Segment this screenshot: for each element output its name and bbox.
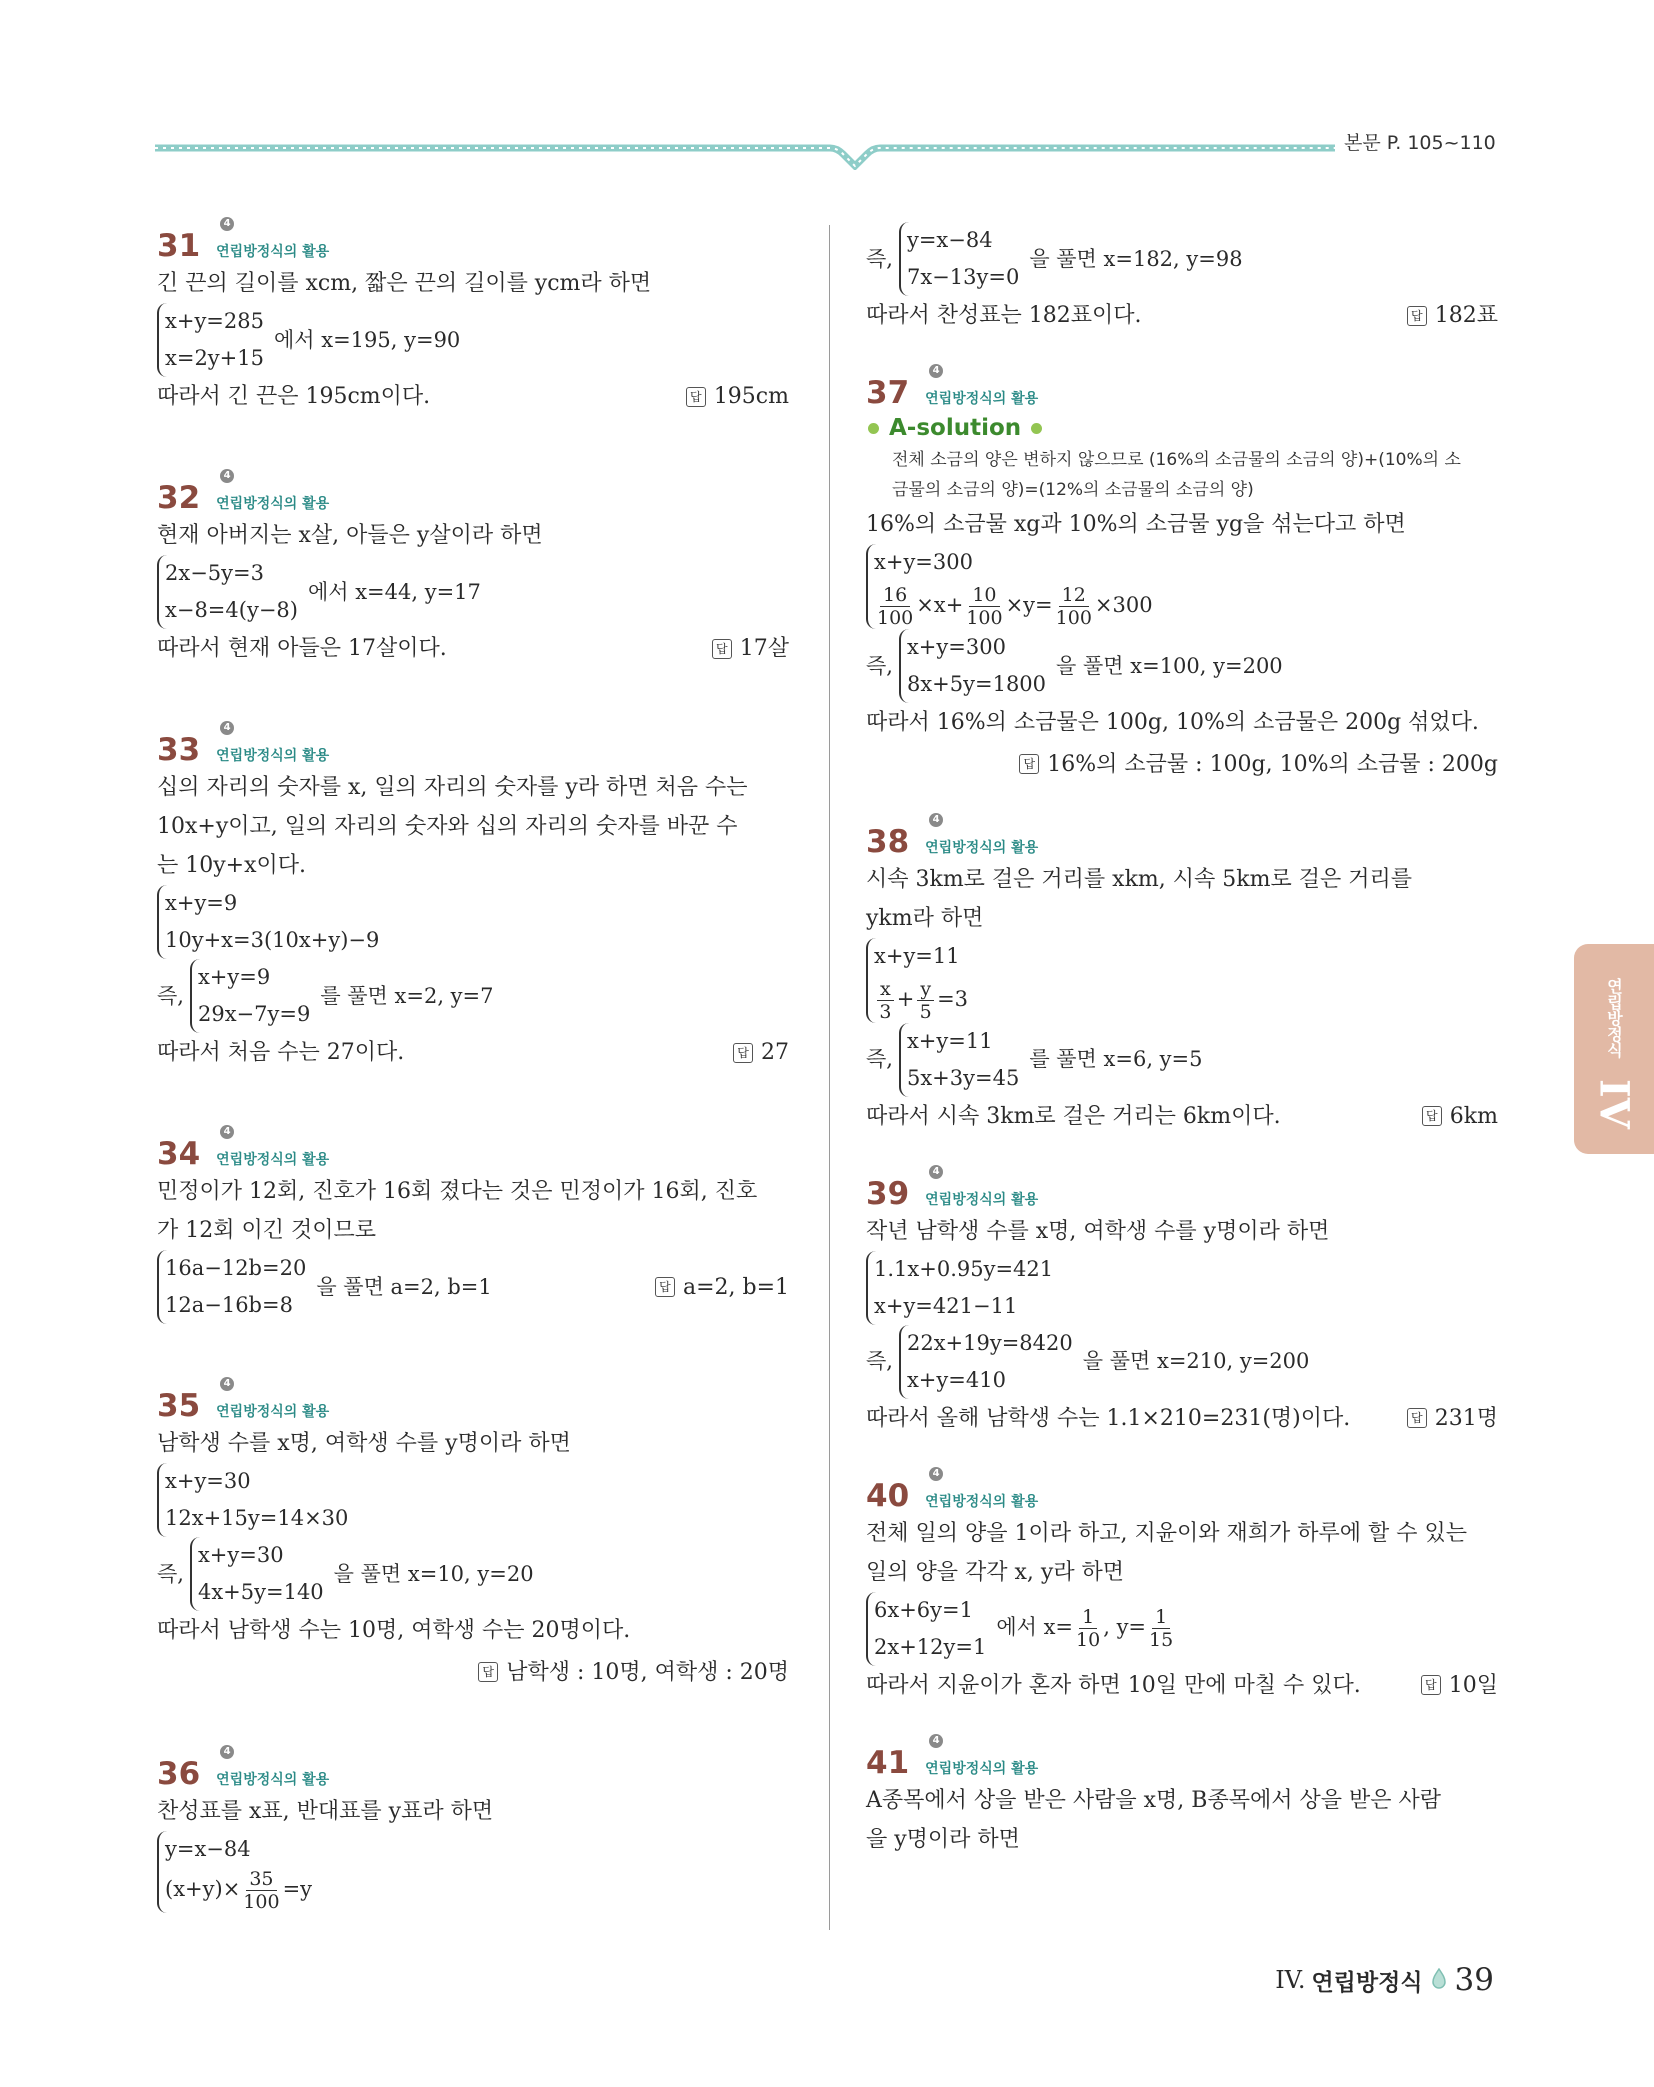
answer: 답 195cm (686, 377, 789, 416)
equation-system-simplified: 즉, x+y=9 29x−7y=9 를 풀면 x=2, y=7 (157, 959, 789, 1033)
answer: 답 6km (1422, 1097, 1498, 1136)
problem-text: 긴 끈의 길이를 xcm, 짧은 끈의 길이를 ycm라 하면 (157, 271, 652, 296)
problem-number: 37 (866, 375, 910, 411)
problem-text: 전체 일의 양을 1이라 하고, 지윤이와 재희가 하루에 할 수 있는 (866, 1520, 1467, 1546)
right-column (866, 222, 1498, 1859)
problem-number: 31 (157, 228, 201, 264)
problem-number: 38 (866, 823, 910, 860)
level-badge-icon: 4 (929, 1467, 943, 1481)
header-decorative-line (155, 140, 1335, 170)
problem-37 (866, 365, 1498, 784)
problem-38 (866, 813, 1498, 1136)
problem-tag: 4 연립방정식의 활용 (925, 1165, 1039, 1208)
problem-35 (157, 1378, 789, 1692)
page-number: 39 (1454, 1962, 1494, 1998)
problem-text: 찬성표를 x표, 반대표를 y표라 하면 (157, 1798, 494, 1824)
equation-system: x+y=11 $\frac{x}{3}$ + $\frac{y}{5}$ =3 (866, 938, 1498, 1023)
problem-tag: 4 연립방정식의 활용 (925, 813, 1039, 856)
left-column (157, 218, 789, 1913)
answer: 답 17살 (712, 629, 789, 668)
problem-text: 가 12회 이긴 것이므로 (157, 1218, 376, 1243)
problem-text: 일의 양을 각각 x, y라 하면 (866, 1559, 1125, 1585)
problem-number: 40 (866, 1477, 910, 1514)
level-badge-icon: 4 (929, 364, 943, 378)
problem-number: 35 (157, 1388, 201, 1424)
problem-tag: 4 연립방정식의 활용 (925, 1467, 1039, 1510)
problem-number: 33 (157, 732, 201, 768)
conclusion-text: 따라서 16%의 소금물은 100g, 10%의 소금물은 200g 섞었다. (866, 710, 1479, 735)
answer: 답 10일 (1421, 1666, 1498, 1705)
conclusion-text: 따라서 지윤이가 혼자 하면 10일 만에 마칠 수 있다. (866, 1672, 1361, 1698)
problem-text: 십의 자리의 숫자를 x, 일의 자리의 숫자를 y라 하면 처음 수는 (157, 775, 748, 800)
problem-tag: 4 연립방정식의 활용 (925, 365, 1039, 407)
equation-system: y=x−84 (x+y)× $\frac{35}{100}$ =y (157, 1831, 789, 1913)
green-dot-icon (1031, 423, 1042, 434)
answer-icon: 답 (655, 1277, 675, 1297)
answer-icon: 답 (1421, 1675, 1441, 1695)
problem-tag: 4 연립방정식의 활용 (925, 1734, 1039, 1777)
answer-icon: 답 (712, 639, 732, 659)
problem-32 (157, 470, 789, 668)
equation-system-simplified: 즉, y=x−84 7x−13y=0 을 풀면 x=182, y=98 (866, 222, 1498, 296)
problem-number: 39 (866, 1175, 910, 1212)
problem-tag: 4 연립방정식의 활용 (216, 722, 330, 764)
equation-system-simplified: 즉, x+y=30 4x+5y=140 을 풀면 x=10, y=20 (157, 1537, 789, 1611)
answer: 답 231명 (1407, 1399, 1498, 1438)
problem-text: 작년 남학생 수를 x명, 여학생 수를 y명이라 하면 (866, 1218, 1330, 1244)
problem-text: 는 10y+x이다. (157, 853, 307, 878)
page-footer (1275, 1962, 1494, 1998)
problem-number: 36 (157, 1755, 201, 1792)
problem-text: 을 y명이라 하면 (866, 1826, 1020, 1852)
problem-text: 16%의 소금물 xg과 10%의 소금물 yg을 섞는다고 하면 (866, 512, 1406, 537)
conclusion-text: 따라서 남학생 수는 10명, 여학생 수는 20명이다. (157, 1618, 631, 1643)
level-badge-icon: 4 (929, 1165, 943, 1179)
answer: 답 a=2, b=1 (655, 1268, 789, 1307)
level-badge-icon: 4 (220, 721, 234, 735)
problem-text: 민정이가 12회, 진호가 16회 졌다는 것은 민정이가 16회, 진호 (157, 1179, 758, 1204)
level-badge-icon: 4 (220, 469, 234, 483)
answer-icon: 답 (1407, 306, 1427, 326)
conclusion-text: 따라서 시속 3km로 걸은 거리는 6km이다. (866, 1103, 1281, 1129)
problem-41 (866, 1734, 1498, 1859)
problem-tag: 4 연립방정식의 활용 (216, 1745, 330, 1788)
answer-icon: 답 (686, 387, 706, 407)
problem-number: 41 (866, 1744, 910, 1781)
level-badge-icon: 4 (929, 1734, 943, 1748)
answer: 답 남학생 : 10명, 여학생 : 20명 (478, 1653, 789, 1692)
equation-system: x+y=285 x=2y+15 에서 x=195, y=90 (157, 303, 789, 377)
problem-40 (866, 1467, 1498, 1705)
column-divider (829, 225, 830, 1930)
a-solution-text: 전체 소금의 양은 변하지 않으므로 (16%의 소금물의 소금의 양)+(10%의 소 금물의 소금의 양)=(12%의 소금물의 소금의 양) (892, 450, 1461, 500)
a-solution-heading: A-solution (866, 411, 1498, 445)
problem-number: 34 (157, 1136, 201, 1172)
level-badge-icon: 4 (220, 1377, 234, 1391)
equation-system-simplified: 즉, 22x+19y=8420 x+y=410 을 풀면 x=210, y=200 (866, 1325, 1498, 1399)
problem-31 (157, 218, 789, 416)
level-badge-icon: 4 (220, 1125, 234, 1139)
problem-tag: 4 연립방정식의 활용 (216, 1378, 330, 1420)
answer: 답 182표 (1407, 296, 1498, 335)
level-badge-icon: 4 (220, 217, 234, 231)
equation-system: 6x+6y=1 2x+12y=1 에서 x= $\frac{1}{10}$ , y= $\frac{1}{15}$ (866, 1592, 1498, 1666)
problem-tag: 4 연립방정식의 활용 (216, 218, 330, 260)
equation-system: 2x−5y=3 x−8=4(y−8) 에서 x=44, y=17 (157, 555, 789, 629)
problem-text: A종목에서 상을 받은 사람을 x명, B종목에서 상을 받은 사람 (866, 1787, 1441, 1813)
level-badge-icon: 4 (220, 1745, 234, 1759)
footer-chapter-number: IV. (1275, 1966, 1306, 1994)
equation-system: 16a−12b=20 12a−16b=8 을 풀면 a=2, b=1 (157, 1250, 492, 1324)
problem-33 (157, 722, 789, 1072)
problem-text: 현재 아버지는 x살, 아들은 y살이라 하면 (157, 523, 543, 548)
equation-system: x+y=300 $\frac{16}{100}$ ×x+ $\frac{10}{100}$ ×y= $\frac{12}{100}$ ×300 (866, 544, 1498, 629)
chapter-side-tab[interactable] (1574, 944, 1654, 1154)
chapter-tab-numeral: IV (1590, 1079, 1638, 1129)
conclusion-text: 따라서 찬성표는 182표이다. (866, 303, 1142, 328)
answer-icon: 답 (1407, 1408, 1427, 1428)
problem-text: ykm라 하면 (866, 905, 984, 931)
conclusion-text: 따라서 처음 수는 27이다. (157, 1040, 405, 1065)
problem-number: 32 (157, 480, 201, 516)
answer-icon: 답 (1422, 1106, 1442, 1126)
problem-39 (866, 1165, 1498, 1438)
header-page-reference: 본문 P. 105~110 (1344, 132, 1496, 154)
problem-36 (157, 1745, 789, 1913)
green-dot-icon (868, 423, 879, 434)
problem-36-continued (866, 222, 1498, 335)
footer-chapter-name: 연립방정식 (1311, 1969, 1423, 1996)
problem-text: 10x+y이고, 일의 자리의 숫자와 십의 자리의 숫자를 바꾼 수 (157, 814, 738, 839)
problem-text: 시속 3km로 걸은 거리를 xkm, 시속 5km로 걸은 거리를 (866, 866, 1412, 892)
conclusion-text: 따라서 올해 남학생 수는 1.1×210=231(명)이다. (866, 1405, 1351, 1431)
equation-system-simplified: 즉, x+y=300 8x+5y=1800 을 풀면 x=100, y=200 (866, 629, 1498, 703)
equation-system: x+y=9 10y+x=3(10x+y)−9 (157, 885, 789, 959)
conclusion-text: 따라서 긴 끈은 195cm이다. (157, 384, 431, 409)
chapter-tab-label: 연립방정식 (1604, 978, 1624, 1058)
problem-tag: 4 연립방정식의 활용 (216, 470, 330, 512)
problem-34 (157, 1126, 789, 1324)
answer-icon: 답 (733, 1043, 753, 1063)
problem-tag: 4 연립방정식의 활용 (216, 1126, 330, 1168)
answer-icon: 답 (1019, 754, 1039, 774)
equation-system-simplified: 즉, x+y=11 5x+3y=45 를 풀면 x=6, y=5 (866, 1023, 1498, 1097)
problem-text: 남학생 수를 x명, 여학생 수를 y명이라 하면 (157, 1431, 571, 1456)
equation-system: x+y=30 12x+15y=14×30 (157, 1463, 789, 1537)
conclusion-text: 따라서 현재 아들은 17살이다. (157, 636, 447, 661)
answer-icon: 답 (478, 1662, 498, 1682)
level-badge-icon: 4 (929, 813, 943, 827)
equation-system: 1.1x+0.95y=421 x+y=421−11 (866, 1251, 1498, 1325)
answer: 답 16%의 소금물 : 100g, 10%의 소금물 : 200g (1019, 745, 1498, 784)
drop-icon (1431, 1968, 1447, 1992)
answer: 답 27 (733, 1033, 789, 1072)
